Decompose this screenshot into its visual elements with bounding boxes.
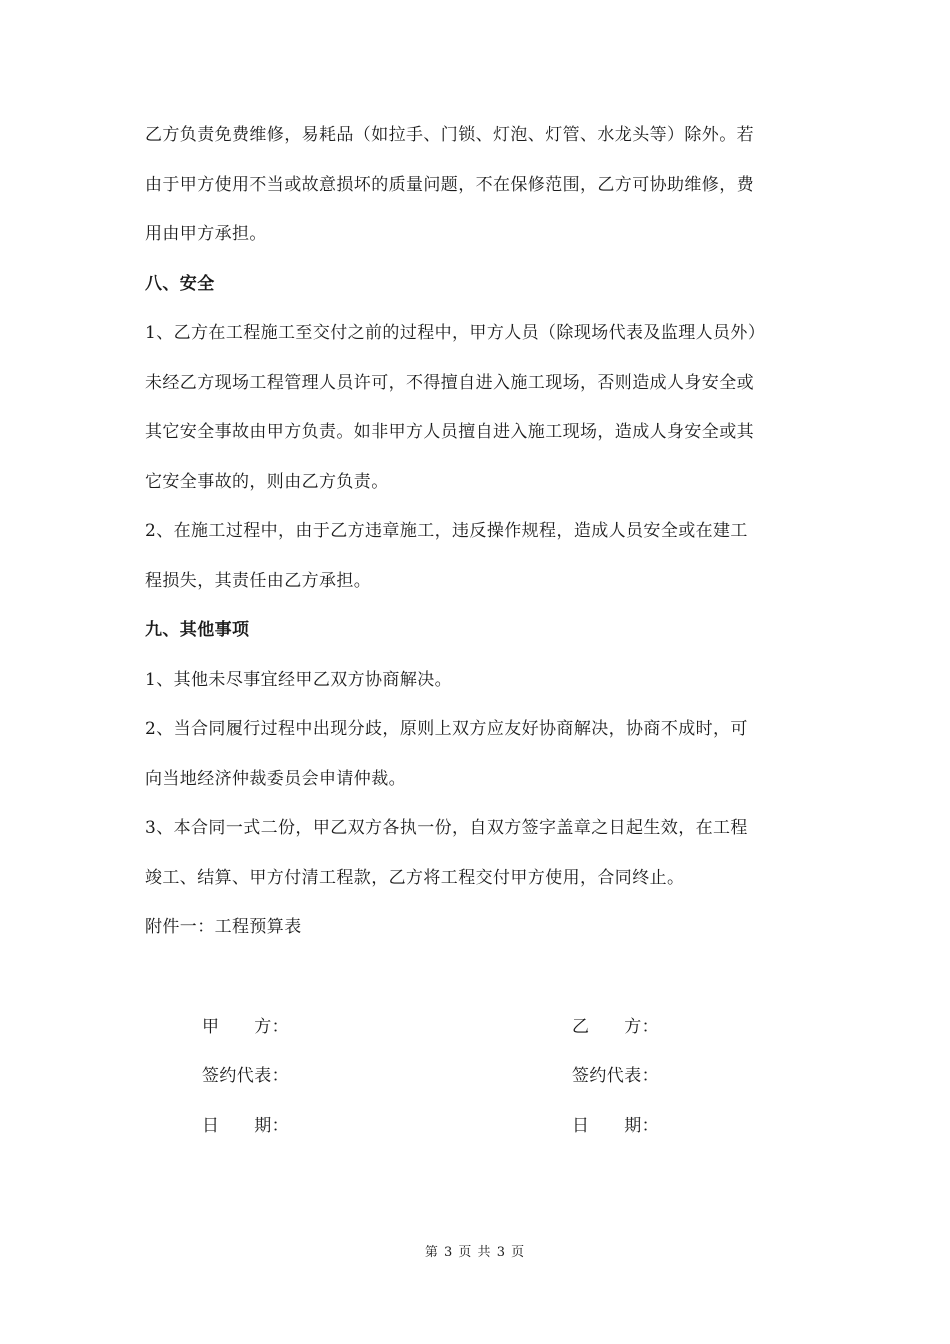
party-b-date-label: 日 期： [572, 1116, 659, 1136]
paragraph-line: 3、本合同一式二份，甲乙双方各执一份，自双方签字盖章之日起生效，在工程 [145, 818, 748, 838]
paragraph-line: 未经乙方现场工程管理人员许可，不得擅自进入施工现场，否则造成人身安全或 [145, 373, 754, 393]
paragraph-line: 它安全事故的，则由乙方负责。 [145, 472, 389, 492]
paragraph-line: 1、其他未尽事宜经甲乙双方协商解决。 [145, 670, 453, 690]
paragraph-line: 2、在施工过程中，由于乙方违章施工，违反操作规程，造成人员安全或在建工 [145, 521, 748, 541]
paragraph-line: 由于甲方使用不当或故意损坏的质量问题，不在保修范围，乙方可协助维修，费 [145, 175, 754, 195]
paragraph-line: 程损失，其责任由乙方承担。 [145, 571, 372, 591]
page-number-footer: 第 3 页 共 3 页 [424, 1245, 526, 1260]
party-b-label: 乙 方： [572, 1017, 659, 1037]
party-a-date-label: 日 期： [202, 1116, 289, 1136]
section-heading-other-matters: 九、其他事项 [145, 620, 250, 640]
party-a-representative-label: 签约代表： [202, 1066, 289, 1086]
paragraph-line: 用由甲方承担。 [145, 224, 267, 244]
paragraph-line: 竣工、结算、甲方付清工程款，乙方将工程交付甲方使用，合同终止。 [145, 868, 685, 888]
party-b-representative-label: 签约代表： [572, 1066, 659, 1086]
paragraph-line: 向当地经济仲裁委员会申请仲裁。 [145, 769, 406, 789]
paragraph-line: 2、当合同履行过程中出现分歧，原则上双方应友好协商解决，协商不成时，可 [145, 719, 748, 739]
paragraph-line: 1、乙方在工程施工至交付之前的过程中，甲方人员（除现场代表及监理人员外） [145, 323, 766, 343]
section-heading-safety: 八、安全 [145, 274, 215, 294]
paragraph-line: 乙方负责免费维修，易耗品（如拉手、门锁、灯泡、灯管、水龙头等）除外。若 [145, 125, 754, 145]
attachment-note: 附件一：工程预算表 [145, 917, 302, 937]
paragraph-line: 其它安全事故由甲方负责。如非甲方人员擅自进入施工现场，造成人身安全或其 [145, 422, 754, 442]
party-a-label: 甲 方： [202, 1017, 289, 1037]
